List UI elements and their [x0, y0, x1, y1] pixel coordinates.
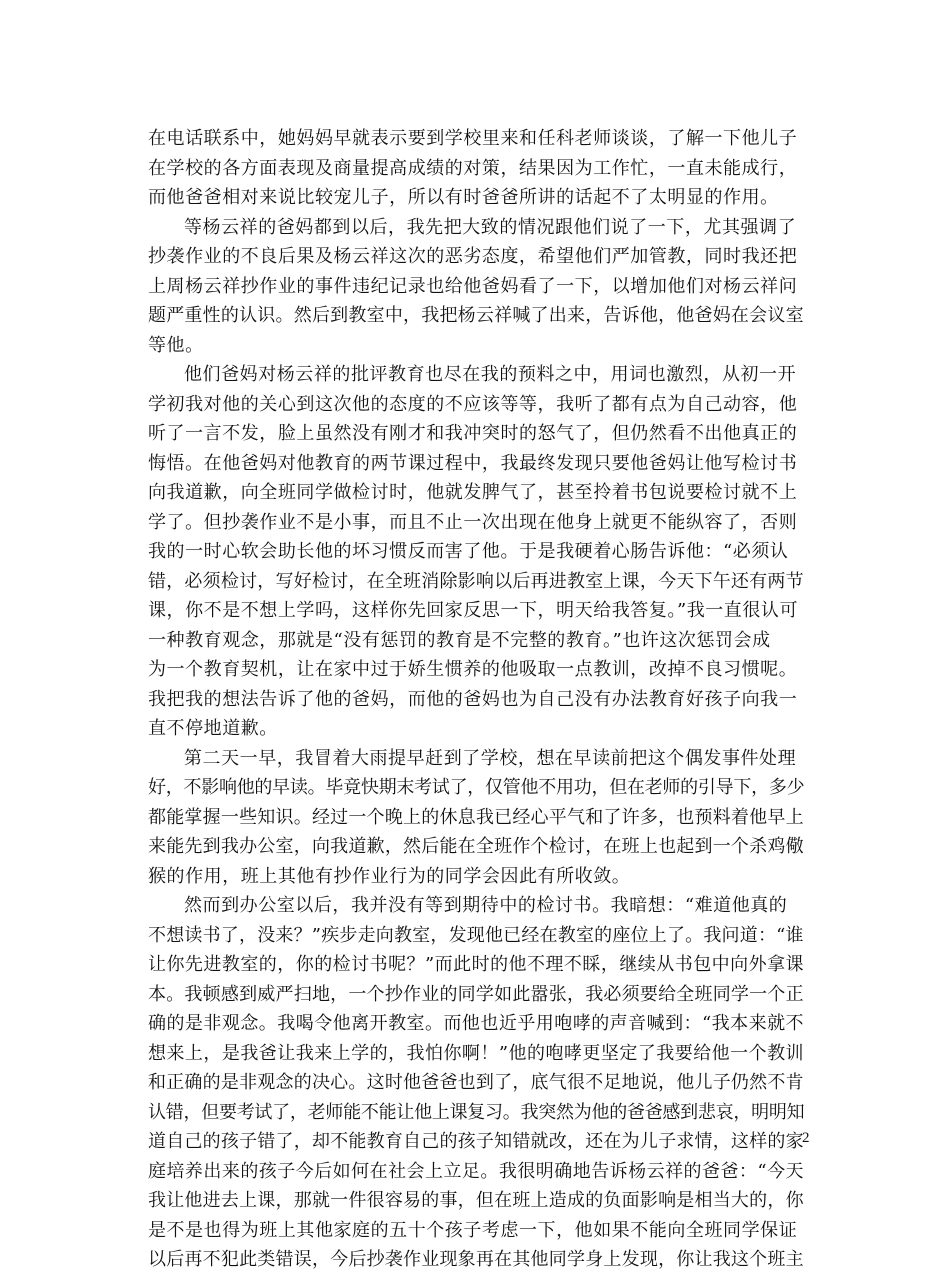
- text-line: 向我道歉，向全班同学做检讨时，他就发脾气了，甚至拎着书包说要检讨就不上: [148, 482, 798, 503]
- text-line: 庭培养出来的孩子今后如何在社会上立足。我很明确地告诉杨云祥的爸爸：“今天: [148, 1160, 804, 1182]
- page-number: 2: [802, 1130, 810, 1146]
- text-line: 是不是也得为班上其他家庭的五十个孩子考虑一下，他如果不能向全班同学保证: [148, 1219, 798, 1241]
- text-line: 课，你不是不想上学吗，这样你先回家反思一下，明天给我答复。”我一直很认可: [148, 600, 798, 621]
- text-line: 悔悟。在他爸妈对他教育的两节课过程中，我最终发现只要他爸妈让他写检讨书: [148, 452, 798, 474]
- text-line: 错，必须检讨，写好检讨，在全班消除影响以后再进教室上课，今天下午还有两节: [148, 570, 804, 592]
- text-line: 他们爸妈对杨云祥的批评教育也尽在我的预料之中，用词也激烈，从初一开: [184, 364, 797, 385]
- text-line: 我的一时心软会助长他的坏习惯反而害了他。于是我硬着心肠告诉他：“必须认: [148, 541, 789, 562]
- text-line: 第二天一早，我冒着大雨提早赶到了学校，想在早读前把这个偶发事件处理: [184, 747, 797, 769]
- text-line: 和正确的是非观念的决心。这时他爸爸也到了，底气很不足地说，他儿子仍然不肯: [148, 1072, 804, 1093]
- text-line: 以后再不犯此类错误，今后抄袭作业现象再在其他同学身上发现，你让我这个班主: [148, 1249, 804, 1270]
- text-line: 听了一言不发，脸上虽然没有刚才和我冲突时的怒气了，但仍然看不出他真正的: [148, 423, 798, 444]
- text-line: 等他。: [148, 334, 204, 356]
- body-text: [148, 124, 804, 1275]
- text-line: 为一个教育契机，让在家中过于娇生惯养的他吸取一点教训，改掉不良习惯呢。: [148, 659, 798, 680]
- text-line: 想来上，是我爸让我来上学的，我怕你啊！”他的咆哮更坚定了我要给他一个教训: [148, 1042, 804, 1064]
- text-line: 确的是非观念。我喝令他离开教室。而他也近乎用咆哮的声音喊到：“我本来就不: [148, 1013, 804, 1034]
- text-line: 上周杨云祥抄作业的事件违纪记录也给他爸妈看了一下，以增加他们对杨云祥问: [148, 275, 798, 297]
- text-line: 一种教育观念，那就是“没有惩罚的教育是不完整的教育。”也许这次惩罚会成: [148, 629, 771, 651]
- text-line: 等杨云祥的爸妈都到以后，我先把大致的情况跟他们说了一下，尤其强调了: [184, 216, 797, 238]
- text-line: 在电话联系中，她妈妈早就表示要到学校里来和任科老师谈谈，了解一下他儿子: [148, 128, 798, 149]
- text-line: 题严重性的认识。然后到教室中，我把杨云祥喊了出来，告诉他，他爸妈在会议室: [148, 305, 804, 326]
- text-line: 好，不影响他的早读。毕竟快期末考试了，仅管他不用功，但在老师的引导下，多少: [148, 777, 805, 798]
- text-line: 学了。但抄袭作业不是小事，而且不止一次出现在他身上就更不能纵容了，否则: [148, 511, 798, 533]
- text-line: 在学校的各方面表现及商量提高成绩的对策，结果因为工作忙，一直未能成行，: [148, 157, 798, 179]
- text-line: 然而到办公室以后，我并没有等到期待中的检讨书。我暗想：“难道他真的: [184, 895, 788, 916]
- text-line: 不想读书了，没来？”疾步走向教室，发现他已经在教室的座位上了。我问道：“谁: [148, 924, 804, 946]
- text-line: 都能掌握一些知识。经过一个晚上的休息我已经心平气和了许多，也预料着他早上: [148, 806, 804, 828]
- text-line: 我把我的想法告诉了他的爸妈，而他的爸妈也为自己没有办法教育好孩子向我一: [148, 688, 798, 710]
- text-line: 而他爸爸相对来说比较宠儿子，所以有时爸爸所讲的话起不了太明显的作用。: [148, 187, 779, 208]
- text-line: 猴的作用，班上其他有抄作业行为的同学会因此有所收敛。: [148, 865, 631, 887]
- text-line: 直不停地道歉。: [148, 718, 278, 739]
- text-line: 我让他进去上课，那就一件很容易的事，但在班上造成的负面影响是相当大的，你: [148, 1190, 804, 1211]
- text-line: 本。我顿感到威严扫地，一个抄作业的同学如此嚣张，我必须要给全班同学一个正: [148, 983, 804, 1005]
- text-line: 让你先进教室的，你的检讨书呢？”而此时的他不理不睬，继续从书包中向外拿课: [148, 954, 804, 975]
- text-line: 学初我对他的关心到这次他的态度的不应该等等，我听了都有点为自己动容，他: [148, 393, 798, 415]
- text-line: 道自己的孩子错了，却不能教育自己的孩子知错就改，还在为儿子求情，这样的家: [148, 1131, 804, 1152]
- text-line: 认错，但要考试了，老师能不能让他上课复习。我突然为他的爸爸感到悲哀，明明知: [148, 1101, 805, 1123]
- text-line: 抄袭作业的不良后果及杨云祥这次的恶劣态度，希望他们严加管教，同时我还把: [148, 246, 798, 267]
- text-line: 来能先到我办公室，向我道歉，然后能在全班作个检讨，在班上也起到一个杀鸡儆: [148, 836, 804, 857]
